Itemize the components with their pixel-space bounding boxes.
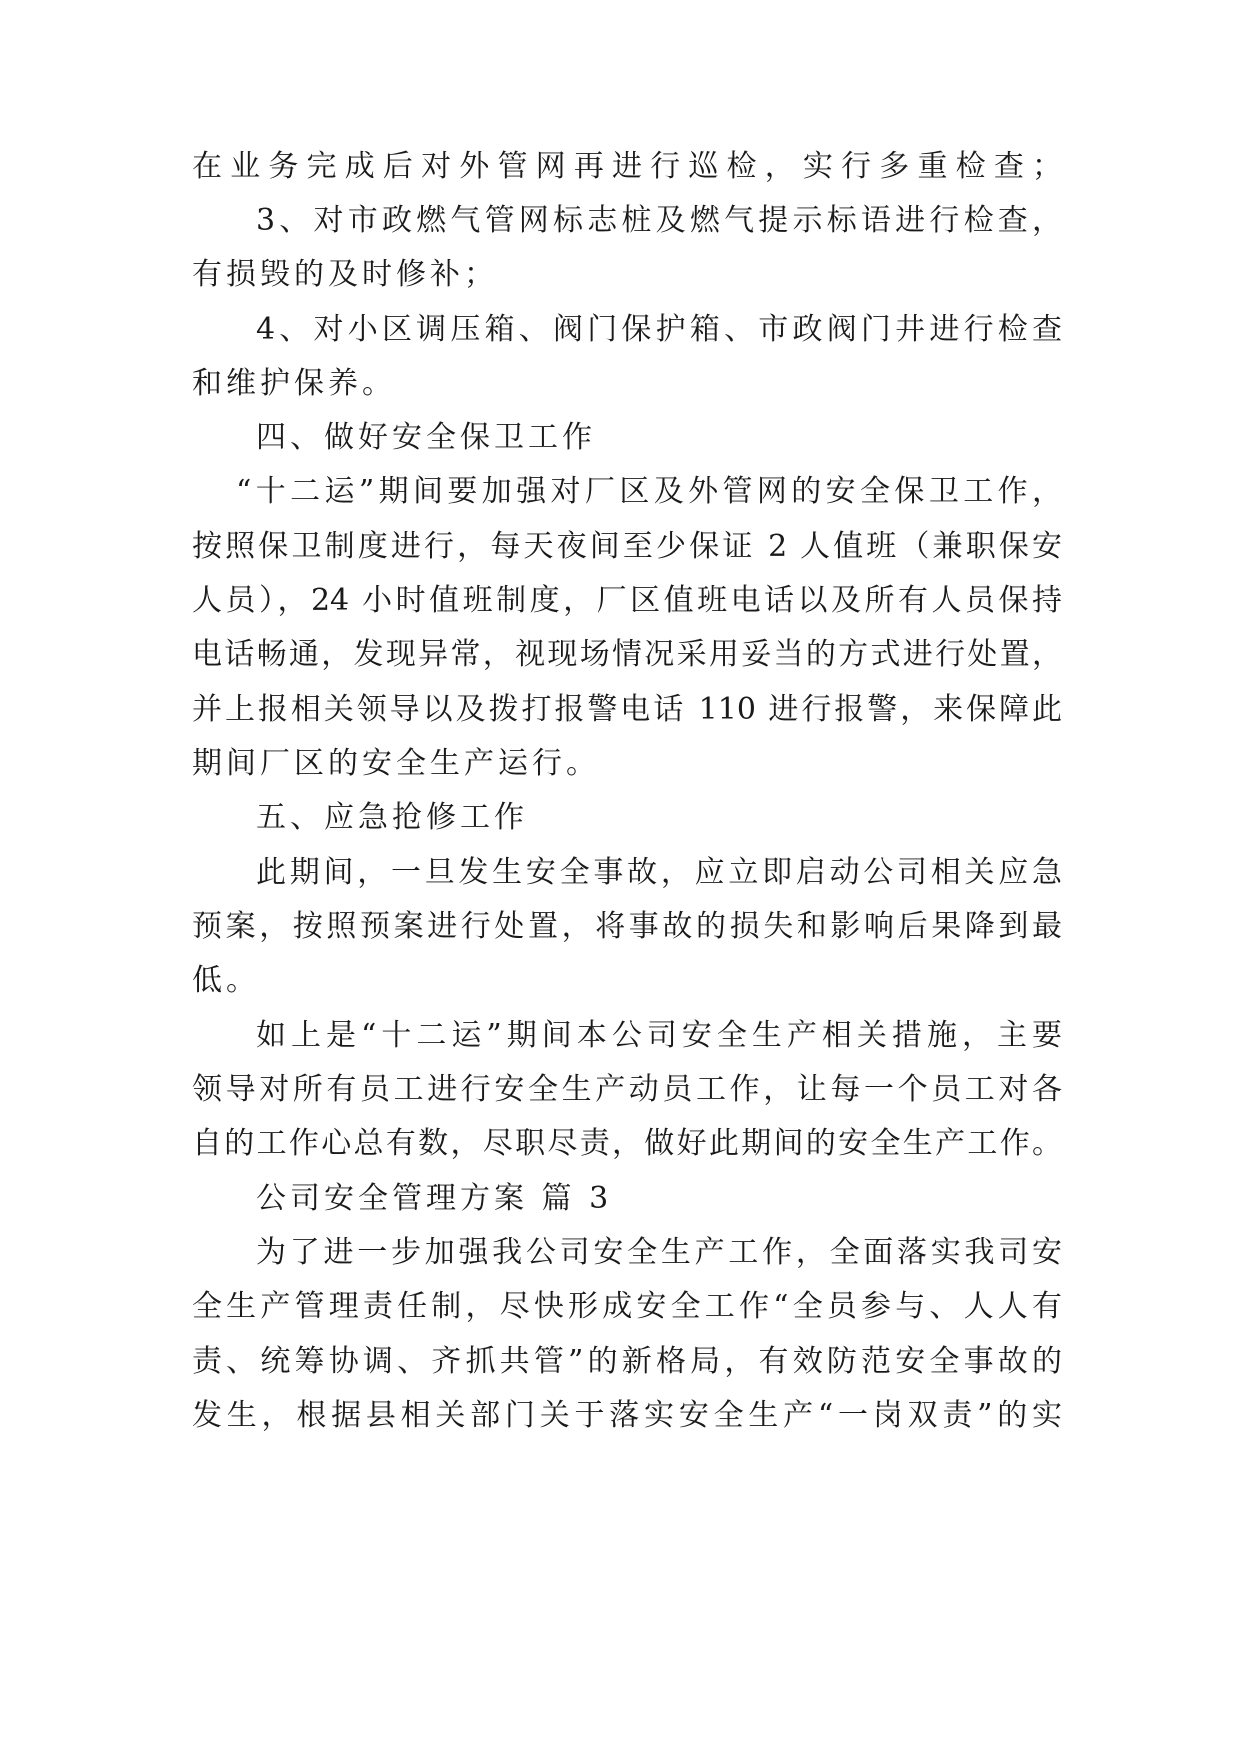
- text-line: 并上报相关领导以及拨打报警电话 110 进行报警，来保障此: [192, 692, 1062, 727]
- text-line: 在业务完成后对外管网再进行巡检，实行多重检查；: [192, 149, 1062, 184]
- text-line: 如上是“十二运”期间本公司安全生产相关措施，主要: [256, 1018, 1062, 1053]
- section-heading: 公司安全管理方案 篇 3: [256, 1181, 613, 1216]
- text-line: 领导对所有员工进行安全生产动员工作，让每一个员工对各: [192, 1072, 1062, 1107]
- text-line: 有损毁的及时修补；: [192, 257, 498, 292]
- text-line: “十二运”期间要加强对厂区及外管网的安全保卫工作，: [236, 474, 1062, 509]
- section-heading: 五、应急抢修工作: [256, 800, 528, 835]
- text-line: 按照保卫制度进行，每天夜间至少保证 2 人值班（兼职保安: [192, 529, 1062, 564]
- text-line: 责、统筹协调、齐抓共管”的新格局，有效防范安全事故的: [192, 1344, 1062, 1379]
- text-line: 发生，根据县相关部门关于落实安全生产“一岗双责”的实: [192, 1398, 1062, 1433]
- text-line: 全生产管理责任制，尽快形成安全工作“全员参与、人人有: [192, 1289, 1062, 1324]
- text-line: 期间厂区的安全生产运行。: [192, 746, 600, 781]
- text-line: 低。: [192, 963, 260, 998]
- text-line: 为了进一步加强我公司安全生产工作，全面落实我司安: [256, 1235, 1062, 1270]
- section-heading: 四、做好安全保卫工作: [256, 420, 596, 455]
- text-line: 人员），24 小时值班制度，厂区值班电话以及所有人员保持: [192, 583, 1062, 618]
- text-line: 电话畅通，发现异常，视现场情况采用妥当的方式进行处置，: [192, 637, 1062, 672]
- text-line: 预案，按照预案进行处置，将事故的损失和影响后果降到最: [192, 909, 1062, 944]
- text-line: 自的工作心总有数，尽职尽责，做好此期间的安全生产工作。: [192, 1126, 1062, 1161]
- text-line: 此期间，一旦发生安全事故，应立即启动公司相关应急: [256, 855, 1062, 890]
- text-line: 和维护保养。: [192, 366, 396, 401]
- text-line: 4、对小区调压箱、阀门保护箱、市政阀门井进行检查: [256, 312, 1062, 347]
- text-line: 3、对市政燃气管网标志桩及燃气提示标语进行检查，: [256, 203, 1062, 238]
